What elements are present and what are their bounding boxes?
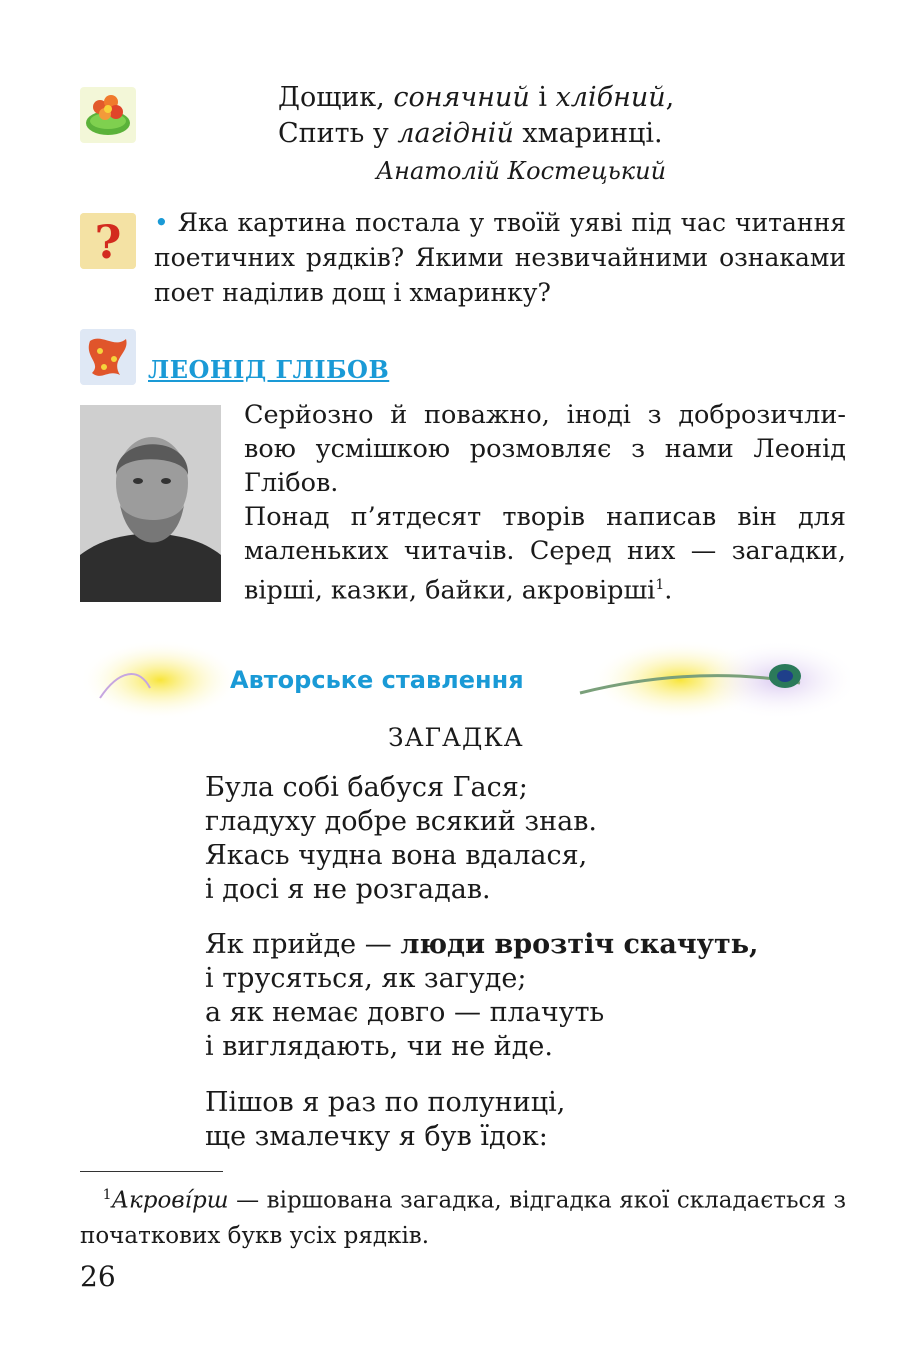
poem-line: Дощик, сонячний і хлібний, bbox=[278, 82, 675, 113]
stanza-line: Якась чудна вона вдалася, bbox=[205, 840, 588, 871]
author-portrait bbox=[80, 405, 221, 602]
stanza-line: Була собі бабуся Гася; bbox=[205, 772, 528, 803]
stanza bbox=[205, 771, 597, 907]
stanza-line: Як прийде — люди врозтіч скачуть, bbox=[205, 929, 759, 960]
stanza-line: і досі я не розгадав. bbox=[205, 874, 491, 905]
bio-paragraph: Серйозно й поважно, іноді з доброзичливою усмішкою розмовляє з нами Леонід Глібов. bbox=[244, 400, 846, 498]
stanza-line: гладуху добре всякий знав. bbox=[205, 806, 597, 837]
stanza-line: ще змалечку я був їдок: bbox=[205, 1121, 548, 1152]
author-heading-link[interactable]: ЛЕОНІД ГЛІБОВ bbox=[148, 355, 390, 384]
poem-line: Спить у лагідній хмаринці. bbox=[278, 118, 663, 149]
stanza-line: а як немає довго — плачуть bbox=[205, 997, 605, 1028]
footnote-divider bbox=[80, 1171, 223, 1172]
question-icon bbox=[80, 213, 136, 269]
stanza-line: і виглядають, чи не йде. bbox=[205, 1031, 553, 1062]
stanza bbox=[205, 928, 758, 1064]
question-text: • Яка картина постала у твоїй уяві під час читання поетичних рядків? Якими незвичайними ознаками поет наділив дощ і хмаринку? bbox=[154, 208, 847, 307]
stanza-line: і трусяться, як загуде; bbox=[205, 963, 527, 994]
svg-text:?: ? bbox=[94, 215, 122, 269]
bullet: • bbox=[154, 208, 169, 237]
bio-paragraph: Понад п’ятдесят творів написав він для маленьких читачів. Серед них — загадки, вірші, казки, байки, акровірші$^1$. bbox=[244, 502, 846, 606]
stanza bbox=[205, 1086, 565, 1154]
stanza-line: Пішов я раз по полуниці, bbox=[205, 1087, 566, 1118]
ribbon-icon bbox=[80, 329, 136, 385]
poem-author: Анатолій Костецький bbox=[376, 157, 667, 185]
banner-title: Авторське ставлення bbox=[230, 666, 524, 694]
riddle-title: ЗАГАДКА bbox=[388, 723, 524, 752]
poem-excerpt bbox=[278, 80, 674, 152]
author-bio bbox=[244, 398, 846, 608]
page-number: 26 bbox=[80, 1260, 116, 1293]
flower-icon bbox=[80, 87, 136, 143]
footnote: $^1$Акрові́рш — віршована загадка, відгадка якої складається з початкових букв усіх рядків. bbox=[80, 1187, 846, 1249]
